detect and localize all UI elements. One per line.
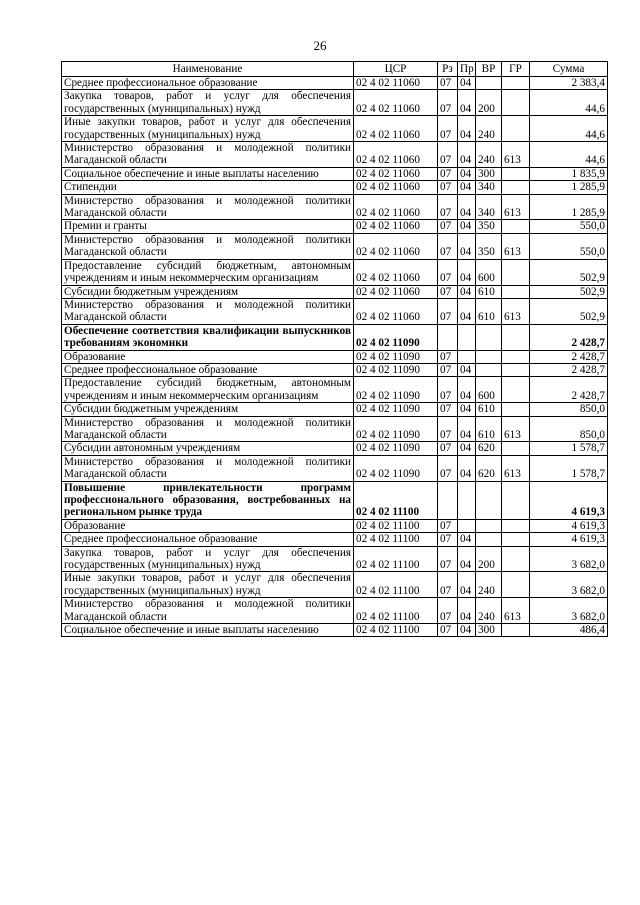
cell-sum: 1 285,9 [530,181,608,194]
cell-name: Министерство образования и молодежной политики Магаданской области [62,598,354,624]
table-header-row [62,62,608,77]
table-row [62,181,608,194]
cell-csr: 02 4 02 11090 [354,350,438,363]
cell-rz: 07 [438,90,458,116]
cell-pr [458,324,476,350]
cell-vr: 610 [476,416,502,442]
cell-rz: 07 [438,181,458,194]
cell-sum: 3 682,0 [530,598,608,624]
cell-pr: 04 [458,285,476,298]
page-number: 26 [313,38,327,53]
cell-csr: 02 4 02 11060 [354,90,438,116]
table-row [62,481,608,519]
cell-pr [458,519,476,532]
column-header-csr: ЦСР [354,62,438,77]
cell-rz: 07 [438,624,458,637]
cell-rz: 07 [438,519,458,532]
cell-pr: 04 [458,259,476,285]
cell-pr [458,481,476,519]
cell-csr: 02 4 02 11100 [354,598,438,624]
cell-sum: 4 619,3 [530,533,608,546]
cell-sum: 502,9 [530,259,608,285]
table-row [62,116,608,142]
cell-vr: 350 [476,220,502,233]
cell-csr: 02 4 02 11060 [354,220,438,233]
cell-gr [502,167,530,180]
cell-pr: 04 [458,77,476,90]
cell-rz [438,481,458,519]
cell-pr: 04 [458,90,476,116]
cell-rz: 07 [438,363,458,376]
cell-name: Иные закупки товаров, работ и услуг для обеспечения государственных (муниципальных) нужд [62,572,354,598]
cell-gr: 613 [502,194,530,220]
table-row [62,442,608,455]
budget-table [61,61,608,637]
cell-gr [502,624,530,637]
table-row [62,546,608,572]
table-row [62,142,608,168]
cell-name: Предоставление субсидий бюджетным, автономным учреждениям и иным некоммерческим организациям [62,377,354,403]
cell-gr [502,442,530,455]
cell-vr: 240 [476,116,502,142]
cell-pr: 04 [458,455,476,481]
cell-csr: 02 4 02 11090 [354,455,438,481]
cell-pr: 04 [458,167,476,180]
cell-name: Среднее профессиональное образование [62,363,354,376]
cell-rz: 07 [438,220,458,233]
cell-name: Образование [62,519,354,532]
cell-csr: 02 4 02 11060 [354,285,438,298]
cell-sum: 4 619,3 [530,481,608,519]
column-header-name: Наименование [62,62,354,77]
cell-pr [458,350,476,363]
cell-name: Социальное обеспечение и иные выплаты населению [62,624,354,637]
cell-gr [502,116,530,142]
cell-vr: 610 [476,403,502,416]
table-row [62,403,608,416]
cell-gr: 613 [502,598,530,624]
table-row [62,285,608,298]
cell-pr: 04 [458,363,476,376]
cell-csr: 02 4 02 11090 [354,403,438,416]
cell-gr [502,363,530,376]
cell-csr: 02 4 02 11060 [354,142,438,168]
cell-pr: 04 [458,377,476,403]
cell-name: Социальное обеспечение и иные выплаты населению [62,167,354,180]
cell-pr: 04 [458,416,476,442]
cell-gr [502,285,530,298]
cell-sum: 44,6 [530,142,608,168]
cell-pr: 04 [458,233,476,259]
cell-pr: 04 [458,194,476,220]
cell-vr [476,350,502,363]
table-row [62,533,608,546]
cell-csr: 02 4 02 11060 [354,259,438,285]
cell-gr [502,220,530,233]
cell-sum: 3 682,0 [530,546,608,572]
column-header-vr: ВР [476,62,502,77]
table-body [62,77,608,637]
cell-name: Стипендии [62,181,354,194]
cell-sum: 502,9 [530,298,608,324]
cell-rz: 07 [438,77,458,90]
cell-gr [502,377,530,403]
cell-gr [502,572,530,598]
cell-sum: 850,0 [530,403,608,416]
cell-csr: 02 4 02 11090 [354,363,438,376]
cell-vr: 300 [476,624,502,637]
cell-csr: 02 4 02 11090 [354,416,438,442]
table-row [62,624,608,637]
table-row [62,519,608,532]
cell-name: Премии и гранты [62,220,354,233]
cell-gr [502,481,530,519]
cell-pr: 04 [458,533,476,546]
cell-vr [476,324,502,350]
cell-gr [502,533,530,546]
cell-csr: 02 4 02 11100 [354,519,438,532]
column-header-rz: Рз [438,62,458,77]
cell-gr [502,403,530,416]
cell-gr: 613 [502,455,530,481]
column-header-pr: Пр [458,62,476,77]
table-row [62,77,608,90]
cell-vr: 350 [476,233,502,259]
cell-sum: 4 619,3 [530,519,608,532]
cell-csr: 02 4 02 11090 [354,377,438,403]
table-row [62,324,608,350]
table-row [62,416,608,442]
cell-vr: 620 [476,455,502,481]
cell-vr: 200 [476,90,502,116]
cell-csr: 02 4 02 11100 [354,572,438,598]
cell-name: Министерство образования и молодежной политики Магаданской области [62,194,354,220]
cell-sum: 1 578,7 [530,455,608,481]
cell-name: Субсидии бюджетным учреждениям [62,403,354,416]
cell-pr: 04 [458,598,476,624]
cell-name: Субсидии бюджетным учреждениям [62,285,354,298]
cell-name: Иные закупки товаров, работ и услуг для обеспечения государственных (муниципальных) нужд [62,116,354,142]
cell-rz: 07 [438,194,458,220]
cell-name: Образование [62,350,354,363]
cell-name: Закупка товаров, работ и услуг для обеспечения государственных (муниципальных) нужд [62,90,354,116]
cell-sum: 850,0 [530,416,608,442]
cell-gr [502,259,530,285]
cell-name: Предоставление субсидий бюджетным, автономным учреждениям и иным некоммерческим организациям [62,259,354,285]
table-row [62,167,608,180]
cell-name: Министерство образования и молодежной политики Магаданской области [62,233,354,259]
cell-csr: 02 4 02 11060 [354,77,438,90]
cell-sum: 1 578,7 [530,442,608,455]
cell-name: Министерство образования и молодежной политики Магаданской области [62,455,354,481]
cell-csr: 02 4 02 11090 [354,442,438,455]
cell-pr: 04 [458,546,476,572]
cell-vr [476,533,502,546]
cell-vr: 610 [476,285,502,298]
table-row [62,363,608,376]
cell-sum: 502,9 [530,285,608,298]
cell-pr: 04 [458,403,476,416]
cell-csr: 02 4 02 11060 [354,167,438,180]
cell-csr: 02 4 02 11060 [354,116,438,142]
column-header-gr: ГР [502,62,530,77]
cell-vr: 340 [476,194,502,220]
cell-name: Среднее профессиональное образование [62,533,354,546]
cell-gr: 613 [502,233,530,259]
cell-rz: 07 [438,533,458,546]
cell-sum: 2 428,7 [530,377,608,403]
table-row [62,598,608,624]
cell-gr: 613 [502,142,530,168]
cell-rz [438,324,458,350]
cell-vr: 600 [476,377,502,403]
cell-gr: 613 [502,298,530,324]
cell-sum: 1 285,9 [530,194,608,220]
cell-rz: 07 [438,403,458,416]
cell-vr: 340 [476,181,502,194]
cell-vr [476,519,502,532]
cell-csr: 02 4 02 11060 [354,194,438,220]
cell-vr: 600 [476,259,502,285]
cell-name: Обеспечение соответствия квалификации выпускников требованиям экономики [62,324,354,350]
cell-pr: 04 [458,142,476,168]
cell-sum: 550,0 [530,233,608,259]
cell-sum: 44,6 [530,90,608,116]
cell-rz: 07 [438,259,458,285]
cell-pr: 04 [458,116,476,142]
cell-gr [502,181,530,194]
cell-sum: 1 835,9 [530,167,608,180]
cell-name: Повышение привлекательности программ профессионального образования, востребованных на региональном рынке труда [62,481,354,519]
table-row [62,194,608,220]
table-row [62,455,608,481]
cell-vr [476,77,502,90]
cell-rz: 07 [438,442,458,455]
cell-rz: 07 [438,350,458,363]
cell-rz: 07 [438,142,458,168]
cell-vr [476,481,502,519]
cell-name: Закупка товаров, работ и услуг для обеспечения государственных (муниципальных) нужд [62,546,354,572]
cell-csr: 02 4 02 11060 [354,298,438,324]
cell-pr: 04 [458,442,476,455]
cell-csr: 02 4 02 11100 [354,481,438,519]
cell-sum: 2 428,7 [530,350,608,363]
cell-rz: 07 [438,233,458,259]
cell-sum: 2 428,7 [530,363,608,376]
cell-gr [502,90,530,116]
table-row [62,350,608,363]
cell-gr: 613 [502,416,530,442]
cell-pr: 04 [458,624,476,637]
cell-vr: 620 [476,442,502,455]
table-row [62,259,608,285]
cell-rz: 07 [438,167,458,180]
cell-name: Субсидии автономным учреждениям [62,442,354,455]
cell-csr: 02 4 02 11100 [354,624,438,637]
cell-rz: 07 [438,416,458,442]
cell-csr: 02 4 02 11060 [354,233,438,259]
cell-rz: 07 [438,377,458,403]
cell-rz: 07 [438,455,458,481]
cell-name: Министерство образования и молодежной политики Магаданской области [62,142,354,168]
cell-name: Министерство образования и молодежной политики Магаданской области [62,298,354,324]
cell-vr: 610 [476,298,502,324]
cell-csr: 02 4 02 11060 [354,181,438,194]
cell-gr [502,519,530,532]
cell-csr: 02 4 02 11100 [354,546,438,572]
cell-name: Среднее профессиональное образование [62,77,354,90]
cell-csr: 02 4 02 11090 [354,324,438,350]
column-header-sum: Сумма [530,62,608,77]
table-row [62,220,608,233]
cell-gr [502,77,530,90]
cell-gr [502,324,530,350]
cell-sum: 44,6 [530,116,608,142]
cell-name: Министерство образования и молодежной политики Магаданской области [62,416,354,442]
cell-pr: 04 [458,220,476,233]
cell-rz: 07 [438,298,458,324]
cell-sum: 2 383,4 [530,77,608,90]
cell-sum: 486,4 [530,624,608,637]
cell-vr: 240 [476,572,502,598]
table-row [62,298,608,324]
cell-rz: 07 [438,598,458,624]
cell-rz: 07 [438,546,458,572]
cell-vr: 240 [476,142,502,168]
cell-pr: 04 [458,181,476,194]
cell-sum: 2 428,7 [530,324,608,350]
cell-rz: 07 [438,572,458,598]
cell-pr: 04 [458,572,476,598]
cell-gr [502,546,530,572]
cell-pr: 04 [458,298,476,324]
table-row [62,572,608,598]
cell-vr: 200 [476,546,502,572]
cell-sum: 3 682,0 [530,572,608,598]
cell-gr [502,350,530,363]
cell-rz: 07 [438,116,458,142]
cell-vr: 240 [476,598,502,624]
table-row [62,90,608,116]
table-row [62,377,608,403]
cell-sum: 550,0 [530,220,608,233]
table-row [62,233,608,259]
cell-vr: 300 [476,167,502,180]
cell-csr: 02 4 02 11100 [354,533,438,546]
cell-rz: 07 [438,285,458,298]
cell-vr [476,363,502,376]
